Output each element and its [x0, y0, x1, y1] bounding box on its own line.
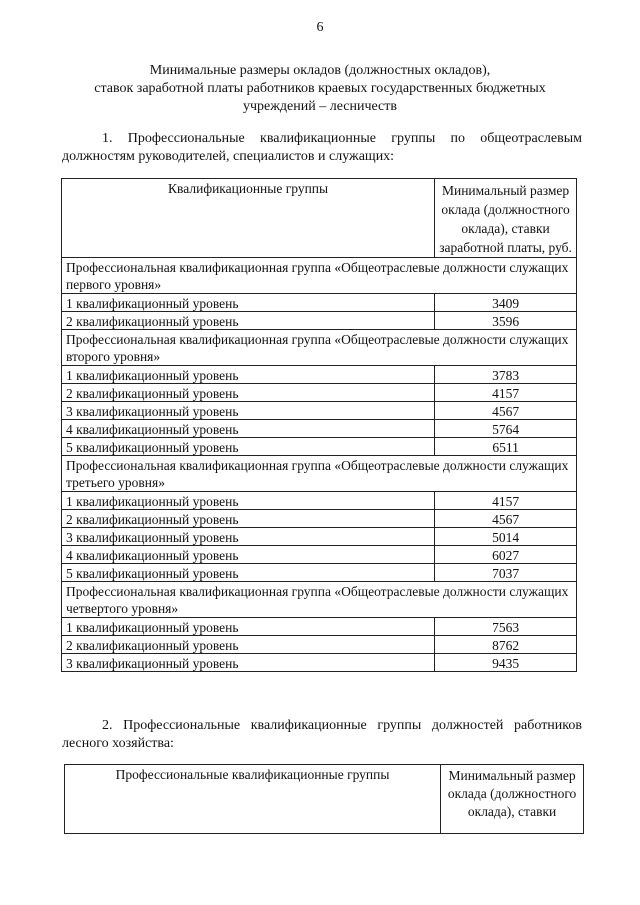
level-name: 4 квалификационный уровень [62, 420, 435, 438]
level-name: 5 квалификационный уровень [62, 564, 435, 582]
table-row [62, 438, 577, 456]
level-name: 2 квалификационный уровень [62, 384, 435, 402]
table-row [62, 564, 577, 582]
table-row [62, 384, 577, 402]
column-header-salary: Минимальный размер оклада (должностного оклада), ставки заработной платы, руб. [435, 179, 577, 258]
salary-value: 4157 [435, 384, 577, 402]
table-row [62, 294, 577, 312]
column-header-groups: Квалификационные группы [62, 179, 435, 258]
group-row [62, 582, 577, 618]
group-row [62, 258, 577, 294]
level-name: 2 квалификационный уровень [62, 510, 435, 528]
salary-value: 3596 [435, 312, 577, 330]
salary-value: 4567 [435, 402, 577, 420]
salary-value: 5764 [435, 420, 577, 438]
table-row [62, 510, 577, 528]
salary-value: 7563 [435, 618, 577, 636]
page-number: 6 [316, 20, 324, 35]
title-line: ставок заработной платы работников краевых государственных бюджетных [94, 81, 546, 96]
title-line: учреждений – лесничеств [242, 99, 398, 114]
level-name: 3 квалификационный уровень [62, 528, 435, 546]
salary-value: 3409 [435, 294, 577, 312]
level-name: 4 квалификационный уровень [62, 546, 435, 564]
group-title: Профессиональная квалификационная группа «Общеотраслевые должности служащих четвертого уровня» [62, 582, 577, 618]
salary-value: 3783 [435, 366, 577, 384]
section-2-heading: 2. Профессиональные квалификационные группы должностей работников лесного хозяйства: [62, 718, 582, 751]
salary-value: 6511 [435, 438, 577, 456]
section-1-heading: 1. Профессиональные квалификационные группы по общеотраслевым должностям руководителей, специалистов и служащих: [62, 131, 582, 164]
table-row [62, 420, 577, 438]
level-name: 3 квалификационный уровень [62, 654, 435, 672]
level-name: 2 квалификационный уровень [62, 636, 435, 654]
table-row [62, 402, 577, 420]
salary-value: 9435 [435, 654, 577, 672]
salary-value: 4567 [435, 510, 577, 528]
document-title [60, 62, 580, 116]
table-row [62, 654, 577, 672]
salary-value: 5014 [435, 528, 577, 546]
level-name: 1 квалификационный уровень [62, 366, 435, 384]
salary-value: 8762 [435, 636, 577, 654]
level-name: 1 квалификационный уровень [62, 618, 435, 636]
salary-table-forestry [64, 764, 584, 834]
table-header-row [65, 765, 584, 834]
level-name: 1 квалификационный уровень [62, 294, 435, 312]
level-name: 3 квалификационный уровень [62, 402, 435, 420]
salary-value: 6027 [435, 546, 577, 564]
group-row [62, 456, 577, 492]
table-row [62, 492, 577, 510]
table-header-row [62, 179, 577, 258]
salary-value: 7037 [435, 564, 577, 582]
level-name: 5 квалификационный уровень [62, 438, 435, 456]
group-title: Профессиональная квалификационная группа «Общеотраслевые должности служащих третьего уровня» [62, 456, 577, 492]
column-header-groups: Профессиональные квалификационные группы [65, 765, 441, 834]
column-header-salary: Минимальный размер оклада (должностного оклада), ставки [441, 765, 584, 834]
level-name: 2 квалификационный уровень [62, 312, 435, 330]
group-title: Профессиональная квалификационная группа «Общеотраслевые должности служащих первого уровня» [62, 258, 577, 294]
table-row [62, 636, 577, 654]
table-row [62, 312, 577, 330]
level-name: 1 квалификационный уровень [62, 492, 435, 510]
title-line: Минимальные размеры окладов (должностных окладов), [149, 63, 491, 78]
group-title: Профессиональная квалификационная группа «Общеотраслевые должности служащих второго уровня» [62, 330, 577, 366]
table-row [62, 366, 577, 384]
salary-value: 4157 [435, 492, 577, 510]
table-row [62, 618, 577, 636]
salary-table-general [61, 178, 577, 672]
table-row [62, 546, 577, 564]
table-row [62, 528, 577, 546]
group-row [62, 330, 577, 366]
